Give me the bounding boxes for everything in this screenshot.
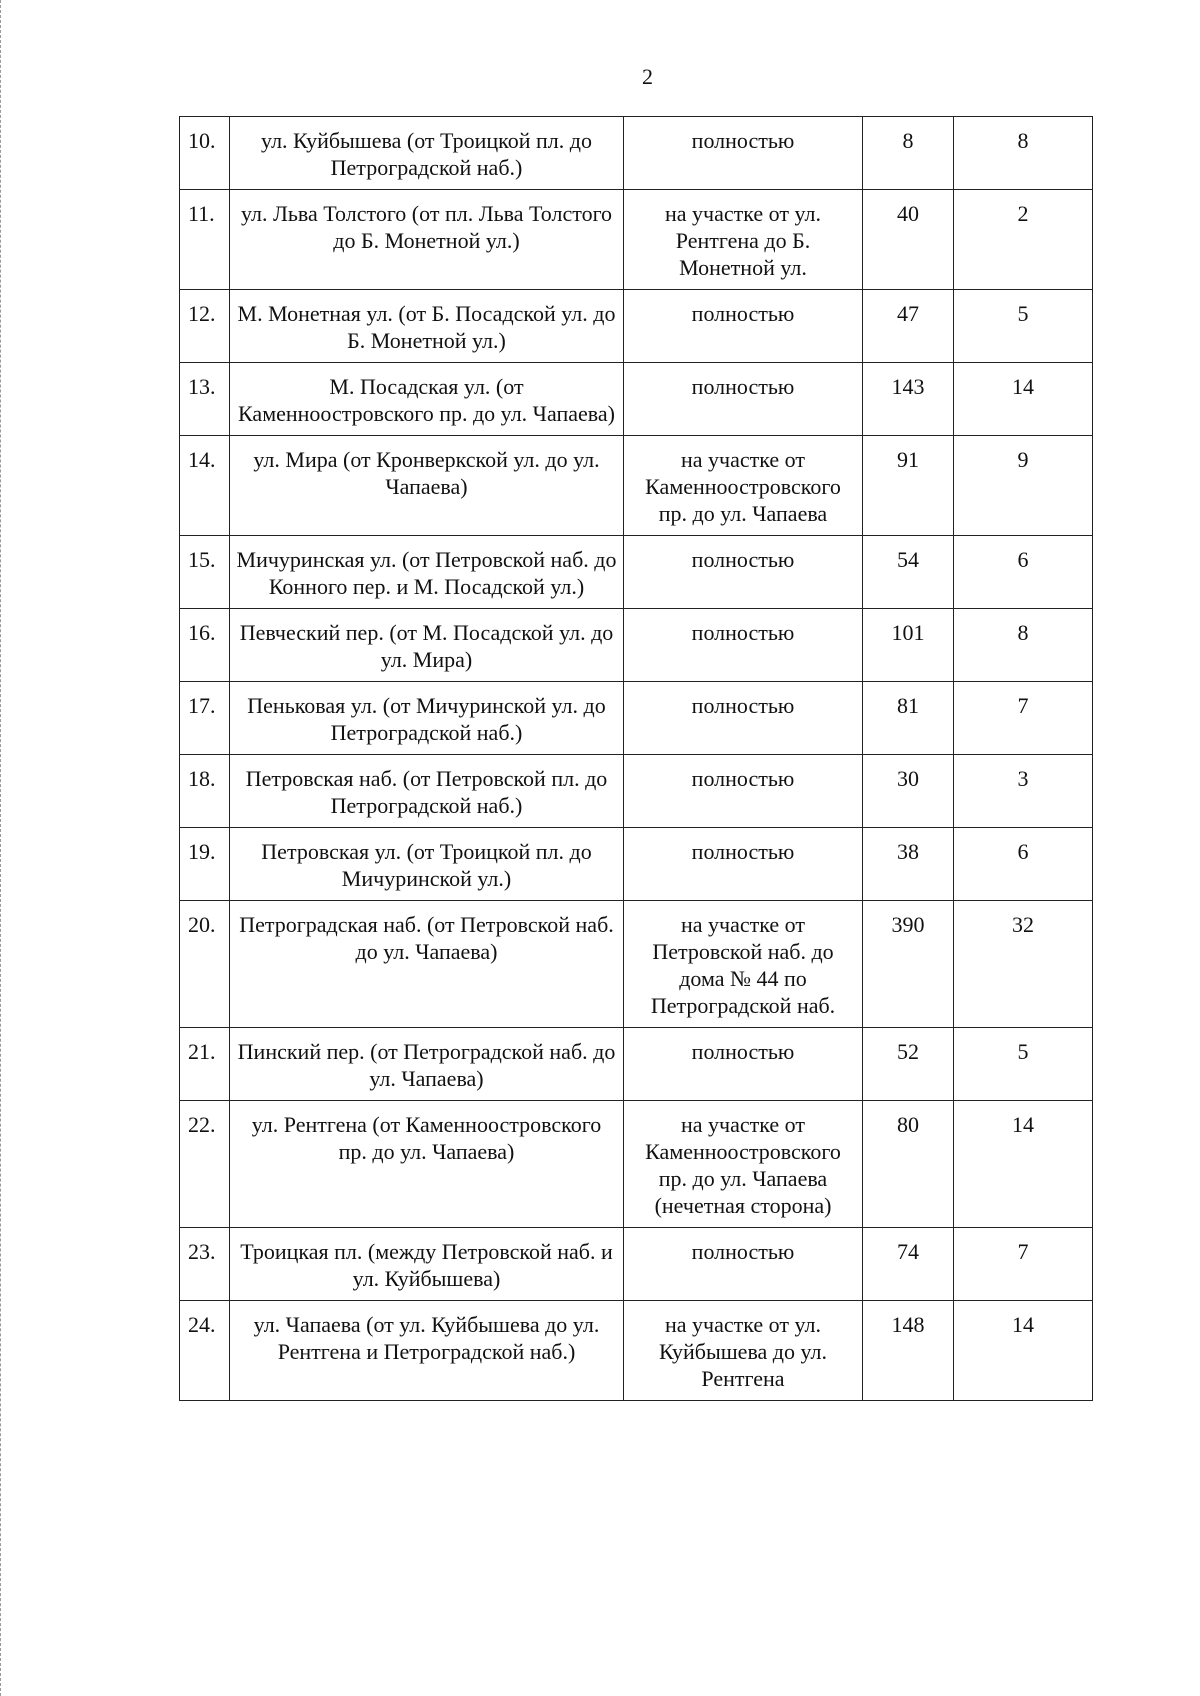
value-col-b: 32 [954,901,1093,1028]
row-number: 10. [180,117,230,190]
section-description: на участке от Петровской наб. до дома № 44 по Петроградской наб. [624,901,863,1028]
section-description: полностью [624,290,863,363]
street-name: Пинский пер. (от Петроградской наб. до ул. Чапаева) [230,1028,624,1101]
street-name: Певческий пер. (от М. Посадской ул. до ул. Мира) [230,609,624,682]
row-number: 17. [180,682,230,755]
street-name: Пеньковая ул. (от Мичуринской ул. до Петроградской наб.) [230,682,624,755]
row-number: 13. [180,363,230,436]
value-col-b: 14 [954,1301,1093,1401]
table-row [180,436,1093,536]
street-name: ул. Мира (от Кронверкской ул. до ул. Чапаева) [230,436,624,536]
table-row [180,1028,1093,1101]
row-number: 20. [180,901,230,1028]
value-col-b: 8 [954,117,1093,190]
value-col-b: 14 [954,363,1093,436]
section-description: полностью [624,1028,863,1101]
row-number: 24. [180,1301,230,1401]
value-col-b: 6 [954,536,1093,609]
section-description: полностью [624,755,863,828]
table-row [180,901,1093,1028]
value-col-a: 54 [863,536,954,609]
street-name: Мичуринская ул. (от Петровской наб. до Конного пер. и М. Посадской ул.) [230,536,624,609]
value-col-b: 2 [954,190,1093,290]
value-col-a: 390 [863,901,954,1028]
table-row [180,117,1093,190]
table-row [180,190,1093,290]
section-description: полностью [624,828,863,901]
value-col-a: 148 [863,1301,954,1401]
row-number: 16. [180,609,230,682]
section-description: на участке от ул. Рентгена до Б. Монетной ул. [624,190,863,290]
value-col-a: 80 [863,1101,954,1228]
row-number: 15. [180,536,230,609]
street-name: Петровская наб. (от Петровской пл. до Петроградской наб.) [230,755,624,828]
street-name: ул. Льва Толстого (от пл. Льва Толстого до Б. Монетной ул.) [230,190,624,290]
street-name: Троицкая пл. (между Петровской наб. и ул. Куйбышева) [230,1228,624,1301]
row-number: 14. [180,436,230,536]
value-col-b: 7 [954,682,1093,755]
table-row [180,536,1093,609]
value-col-a: 101 [863,609,954,682]
section-description: на участке от ул. Куйбышева до ул. Рентгена [624,1301,863,1401]
table-row [180,609,1093,682]
page-number: 2 [642,64,653,89]
row-number: 22. [180,1101,230,1228]
street-name: М. Монетная ул. (от Б. Посадской ул. до Б. Монетной ул.) [230,290,624,363]
section-description: полностью [624,363,863,436]
section-description: полностью [624,117,863,190]
street-name: ул. Чапаева (от ул. Куйбышева до ул. Рентгена и Петроградской наб.) [230,1301,624,1401]
value-col-b: 6 [954,828,1093,901]
value-col-a: 8 [863,117,954,190]
value-col-b: 8 [954,609,1093,682]
row-number: 12. [180,290,230,363]
street-name: Петроградская наб. (от Петровской наб. до ул. Чапаева) [230,901,624,1028]
value-col-b: 9 [954,436,1093,536]
table-row [180,1101,1093,1228]
value-col-a: 81 [863,682,954,755]
section-description: полностью [624,536,863,609]
street-name: ул. Куйбышева (от Троицкой пл. до Петроградской наб.) [230,117,624,190]
streets-table [179,116,1093,1401]
value-col-a: 47 [863,290,954,363]
value-col-a: 40 [863,190,954,290]
table-row [180,1301,1093,1401]
row-number: 21. [180,1028,230,1101]
table-row [180,682,1093,755]
value-col-a: 91 [863,436,954,536]
row-number: 19. [180,828,230,901]
value-col-b: 14 [954,1101,1093,1228]
street-name: ул. Рентгена (от Каменноостровского пр. до ул. Чапаева) [230,1101,624,1228]
section-description: полностью [624,609,863,682]
value-col-b: 7 [954,1228,1093,1301]
section-description: полностью [624,682,863,755]
value-col-a: 143 [863,363,954,436]
section-description: на участке от Каменноостровского пр. до ул. Чапаева (нечетная сторона) [624,1101,863,1228]
scan-edge-mark [0,0,4,1696]
section-description: на участке от Каменноостровского пр. до ул. Чапаева [624,436,863,536]
table-row [180,1228,1093,1301]
value-col-a: 74 [863,1228,954,1301]
row-number: 11. [180,190,230,290]
value-col-a: 38 [863,828,954,901]
table-row [180,290,1093,363]
street-name: Петровская ул. (от Троицкой пл. до Мичуринской ул.) [230,828,624,901]
row-number: 23. [180,1228,230,1301]
table-row [180,363,1093,436]
value-col-a: 52 [863,1028,954,1101]
table-row [180,828,1093,901]
value-col-b: 5 [954,290,1093,363]
value-col-b: 5 [954,1028,1093,1101]
value-col-a: 30 [863,755,954,828]
section-description: полностью [624,1228,863,1301]
value-col-b: 3 [954,755,1093,828]
table-row [180,755,1093,828]
row-number: 18. [180,755,230,828]
street-name: М. Посадская ул. (от Каменноостровского пр. до ул. Чапаева) [230,363,624,436]
